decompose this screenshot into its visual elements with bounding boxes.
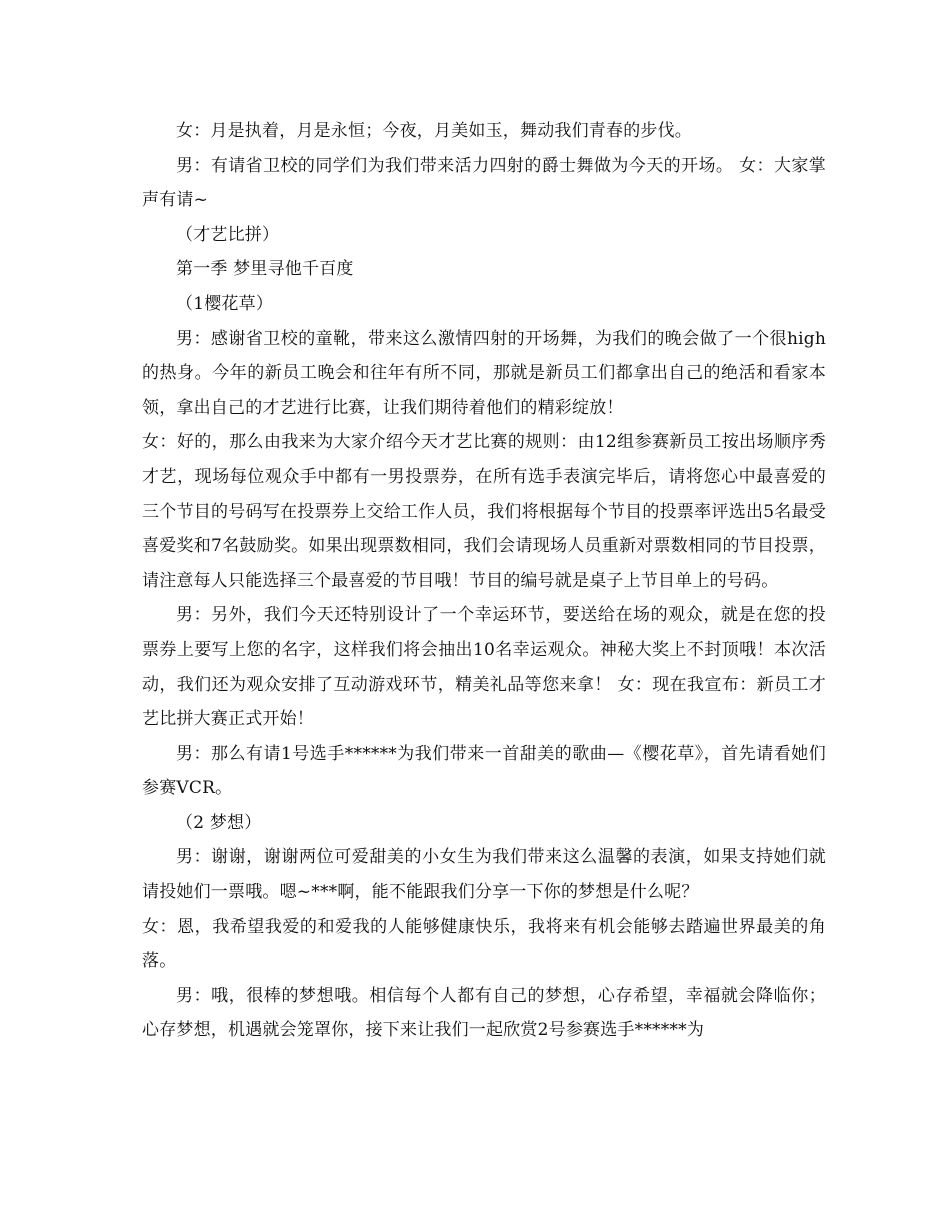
paragraph-5: （1樱花草） <box>176 293 274 314</box>
paragraph-7: 女：好的，那么由我来为大家介绍今天才艺比赛的规则：由12组参赛新员工按出场顺序秀才艺，现场每位观众手中都有一男投票券，在所有选手表演完毕后，请将您心中最喜爱的三个节目的号码写在投票券上交给工作人员，我们将根据每个节目的投票率评选出5名最受喜爱奖和7名鼓励奖。如果出现票数相同，我们会请现场人员重新对票数相同的节目投票，请注意每人只能选择三个最喜爱的节目哦！节目的编号就是桌子上节目单上的号码。 <box>142 432 826 591</box>
paragraph-11: 男：谢谢，谢谢两位可爱甜美的小女生为我们带来这么温馨的表演，如果支持她们就请投她们一票哦。嗯~***啊，能不能跟我们分享一下你的梦想是什么呢？ <box>142 847 826 903</box>
paragraph-4: 第一季 梦里寻他千百度 <box>176 259 354 280</box>
paragraph-12: 女：恩，我希望我爱的和爱我的人能够健康快乐，我将来有机会能够去踏遍世界最美的角落。 <box>142 916 826 972</box>
document-body <box>142 114 826 1048</box>
paragraph-10: （2 梦想） <box>176 812 262 833</box>
paragraph-1: 女：月是执着，月是永恒；今夜，月美如玉，舞动我们青春的步伐。 <box>176 121 692 141</box>
paragraph-3: （才艺比拼） <box>176 224 280 245</box>
paragraph-6: 男：感谢省卫校的童靴，带来这么激情四射的开场舞，为我们的晚会做了一个很high的热身。今年的新员工晚会和往年有所不同，那就是新员工们都拿出自己的绝活和看家本领，拿出自己的才艺进行比赛，让我们期待着他们的精彩绽放！ <box>142 328 826 418</box>
paragraph-13: 男：哦，很棒的梦想哦。相信每个人都有自己的梦想，心存希望，幸福就会降临你；心存梦想，机遇就会笼罩你，接下来让我们一起欣赏2号参赛选手******为 <box>142 985 826 1041</box>
paragraph-8: 男：另外，我们今天还特别设计了一个幸运环节，要送给在场的观众，就是在您的投票券上要写上您的名字，这样我们将会抽出10名幸运观众。神秘大奖上不封顶哦！本次活动，我们还为观众安排了互动游戏环节，精美礼品等您来拿！ 女：现在我宣布：新员工才艺比拼大赛正式开始！ <box>142 605 826 730</box>
paragraph-2: 男：有请省卫校的同学们为我们带来活力四射的爵士舞做为今天的开场。 女：大家掌声有请~ <box>142 155 826 211</box>
paragraph-9: 男：那么有请1号选手******为我们带来一首甜美的歌曲—《樱花草》，首先请看她们参赛VCR。 <box>142 743 826 799</box>
